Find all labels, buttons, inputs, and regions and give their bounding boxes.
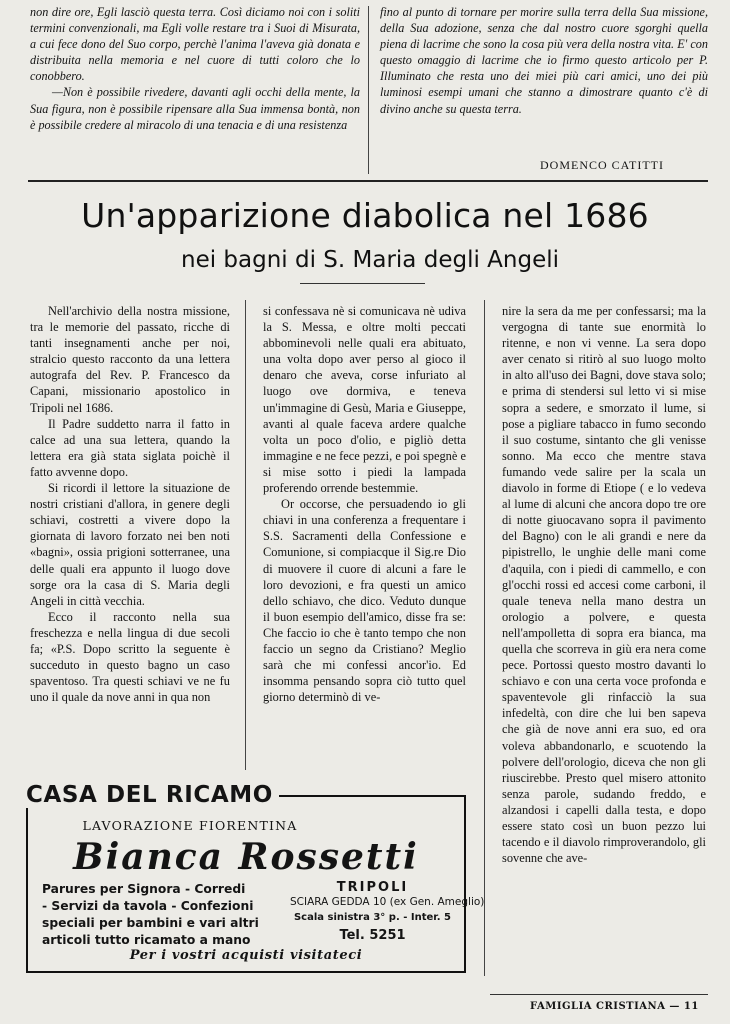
advert-service-line-1: Parures per Signora - Corredi: [42, 882, 246, 896]
advert-services: [42, 881, 259, 949]
top-left-paragraph-1: non dire ore, Egli lasciò questa terra. Così diciamo noi con i soliti termini convenzionali, ma Egli volle restare tra i Suoi di Misurata, a cui fece dono del Suo corpo, perchè l'anima l'aveva già donata e distribuita nella memoria e nel cuore di tutti coloro che lo conobbero.: [30, 5, 360, 84]
advert-stairs: Scala sinistra 3° p. - Inter. 5: [293, 912, 451, 923]
article-column-2: [263, 303, 466, 705]
advert-contact: [290, 880, 485, 943]
advert-phone: Tel. 5251: [339, 928, 406, 943]
top-left-paragraph-2: —Non è possibile rivedere, davanti agli occhi della mente, la Sua figura, non è possibile ripensare alla Sua immensa bontà, non è possibile credere al miracolo di una tenacia e di una resistenza: [30, 85, 360, 132]
advert-city: TRIPOLI: [336, 880, 409, 895]
advert-service-line-3: speciali per bambini e vari altri: [42, 916, 259, 930]
advert-heading: CASA DEL RICAMO: [26, 782, 279, 808]
subtitle-underline: [300, 283, 425, 284]
article-column-1: [30, 303, 230, 705]
top-right-paragraph: fino al punto di tornare per morire sulla terra della Sua missione, della Sua adozione, senza che dal nostro cuore sgorghi quella piena di lacrime che sono la cosa più vera della nostra vita. E' con questo omaggio di lacrime che io firmo questo articolo per P. Illuminato che resta uno dei miei più cari amici, uno dei più luminosi esempi umani che stanno a dimostrare quanto c'è di divino anche su questa terra.: [380, 5, 708, 116]
author-signature: DOMENCO CATITTI: [540, 158, 664, 172]
advert-brand-name: Bianca Rossetti: [73, 836, 419, 878]
column1-paragraph-3: Si ricordi il lettore la situazione de nostri cristiani d'allora, in genere degli schiavi, costretti a vivere dopo la giornata di lavoro forzato nei ben noti «bagni», ossia prigioni sotterranee, una delle quali era appunto il luogo dove sorge ora la casa di S. Maria degli Angeli in città vecchia.: [30, 481, 230, 608]
article-subtitle: nei bagni di S. Maria degli Angeli: [181, 247, 559, 273]
advert-service-line-4: articoli tutto ricamato a mano: [42, 933, 251, 947]
column1-paragraph-1: Nell'archivio della nostra missione, tra le memorie del passato, ricche di tanti insegnamenti anche per noi, stralcio questo racconto da una lettera autografa del Rev. P. Francesco da Capani, missionario apostolico in Tripoli nel 1686.: [30, 304, 230, 415]
article-title: Un'apparizione diabolica nel 1686: [81, 196, 649, 235]
section-divider: [28, 180, 708, 182]
top-right-column: [380, 4, 708, 117]
column2-paragraph-2: Or occorse, che persuadendo io gli chiavi in una conferenza a frequentare i S.S. Sacramenti della Confessione e Comunione, si compiacque il Sig.re Dio di muovere il cuore di alcuni a fare le loro devozioni, e fra questi un amico dello schiavo, che dico. Veduto dunque il buon esempio dell'amico, disse fra se: Che faccio io che è tanto tempo che non faccio un segno da Cristiano? Meglio sarà che mi confessi ancor'io. Ed insomma pensando sopra ciò tutto quel giorno determinò di ve-: [263, 497, 466, 705]
page-footer: FAMIGLIA CRISTIANA — 11: [530, 1001, 699, 1012]
advert-service-line-2: - Servizi da tavola - Confezioni: [42, 899, 254, 913]
top-column-divider: [368, 6, 369, 174]
advert-address: SCIARA GEDDA 10 (ex Gen. Ameglio): [290, 896, 485, 908]
article-column-3: [502, 303, 706, 866]
column-divider-2: [484, 300, 485, 976]
footer-rule: [490, 994, 708, 995]
advert-footer: Per i vostri acquisti visitateci: [129, 948, 363, 963]
top-left-column: [30, 4, 360, 133]
column2-paragraph-1: si confessava nè si comunicava nè udiva la S. Messa, e oltre molti peccati abbominevoli nelle quali era abituato, una volta dopo aver perso al gioco il denaro che aveva, corse infuriato al luogo ove dormiva, e teneva un'immagine di Gesù, Maria e Giuseppe, avanti al quale faceva ardere qualche volta un poco d'olio, e pigliò detta immagine e ne fece pezzi, e poi spegnè e si mise sotto i piedi la lampada proferendo orrende bestemmie.: [263, 304, 466, 496]
advert-subheading: LAVORAZIONE FIORENTINA: [82, 818, 298, 833]
column-divider-1: [245, 300, 246, 770]
column1-paragraph-4: Ecco il racconto nella sua freschezza e nella lingua di due secoli fa; «P.S. Dopo scritto la seguente è succeduto in questo bagno un caso spaventoso. Tra questi schiavi ve ne fu uno il quale da nove anni in qua non: [30, 609, 230, 705]
column3-paragraph: nire la sera da me per confessarsi; ma la vergogna di tante sue enormità lo ritenne, e non vi venne. La sera dopo aver cenato si ritirò al suo luogo molto in alto all'uso dei Bagni, dove stava solo; e prima di stendersi sul letto vi si mise sopra a sedere, e smorzato il lume, si pose a pigliare tabacco in fumo secondo il suo costume, sintanto che gli venisse sonno. Ma ecco che mentre stava fumando vede salire per la scala un diavolo in forme di Etiope ( e lo vedeva al lume di alcuni che ancora dopo tre ore di notte giuocavano sopra il pavimento del Bagno) con le ali grandi e nere da pipistrello, le unghie delle mani come d'aquila, con i piedi di cammello, e con gl'occhi rossi ed accesi come carboni, il quale teneva nella mano destra un orologio a polvere, e questa nell'ampolletta di sopra era bianca, ma quella che scorreva in giù era nera come pece. Portossi questo mostro davanti lo schiavo e con una certa voce profonda e spaventevole gli rinfacciò la sua infedeltà, con dire che lui ben sapeva che già de nove anni era suo, ed ora voleva abbandonarlo, e scuotendo la polvere dell'orologio, diceva che non gli riuscirebbe. Presto quel misero attonito senza parole, sudando freddo, e alzandosi i capelli dalla testa, e dopo essere stato così un buon pezzo lui tacendo e il diavolo rimproverandolo, gli sovenne che ave-: [502, 304, 706, 866]
column1-paragraph-2: Il Padre suddetto narra il fatto in calce ad una sua lettera, quando la lettera era già stata siglata poichè il fatto avvenne dopo.: [30, 416, 230, 479]
